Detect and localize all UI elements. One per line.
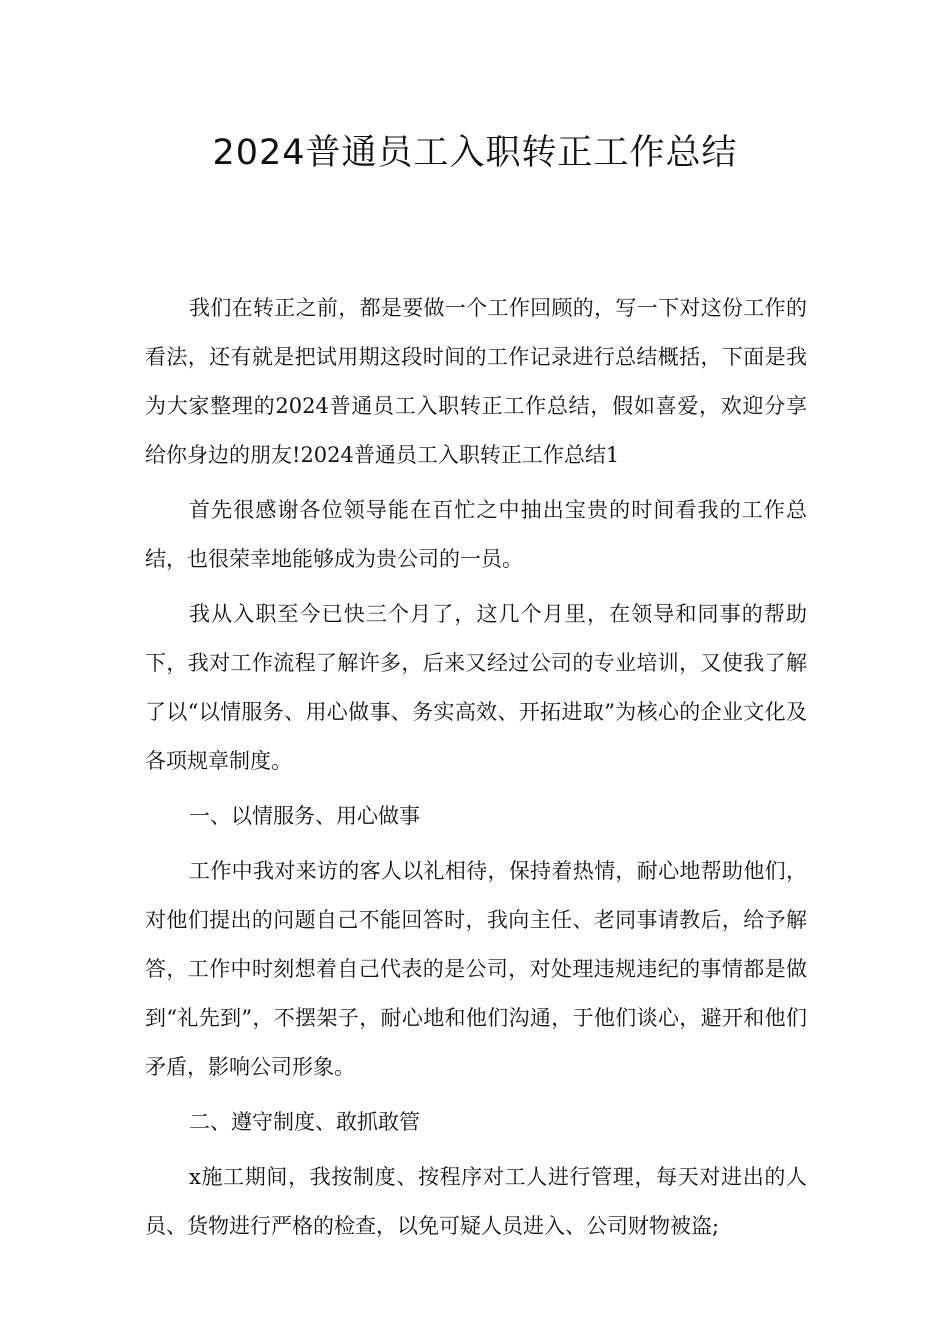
document-title: 2024普通员工入职转正工作总结	[212, 133, 738, 173]
paragraph-onboarding: 我从入职至今已快三个月了，这几个月里，在领导和同事的帮助下，我对工作流程了解许多，后来又经过公司的专业培训，又使我了解了以“以情服务、用心做事、务实高效、开拓进取”为核心的企业文化及各项规章制度。	[145, 602, 807, 773]
section-heading-1: 一、以情服务、用心做事	[189, 804, 420, 828]
paragraph-intro: 我们在转正之前，都是要做一个工作回顾的，写一下对这份工作的看法，还有就是把试用期这段时间的工作记录进行总结概括，下面是我为大家整理的2024普通员工入职转正工作总结，假如喜爱，欢迎分享给你身边的朋友!2024普通员工入职转正工作总结1	[145, 296, 807, 467]
paragraph-management: x施工期间，我按制度、按程序对工人进行管理，每天对进出的人员、货物进行严格的检查，以免可疑人员进入、公司财物被盗;	[145, 1165, 807, 1238]
paragraph-service: 工作中我对来访的客人以礼相待，保持着热情，耐心地帮助他们，对他们提出的问题自己不能回答时，我向主任、老同事请教后，给予解答，工作中时刻想着自己代表的是公司，对处理违规违纪的事情都是做到“礼先到”，不摆架子，耐心地和他们沟通，于他们谈心，避开和他们矛盾，影响公司形象。	[145, 859, 807, 1079]
paragraph-thanks: 首先很感谢各位领导能在百忙之中抽出宝贵的时间看我的工作总结，也很荣幸地能够成为贵公司的一员。	[145, 498, 807, 571]
document-body	[145, 284, 807, 1257]
section-heading-2: 二、遵守制度、敢抓敢管	[189, 1110, 420, 1134]
